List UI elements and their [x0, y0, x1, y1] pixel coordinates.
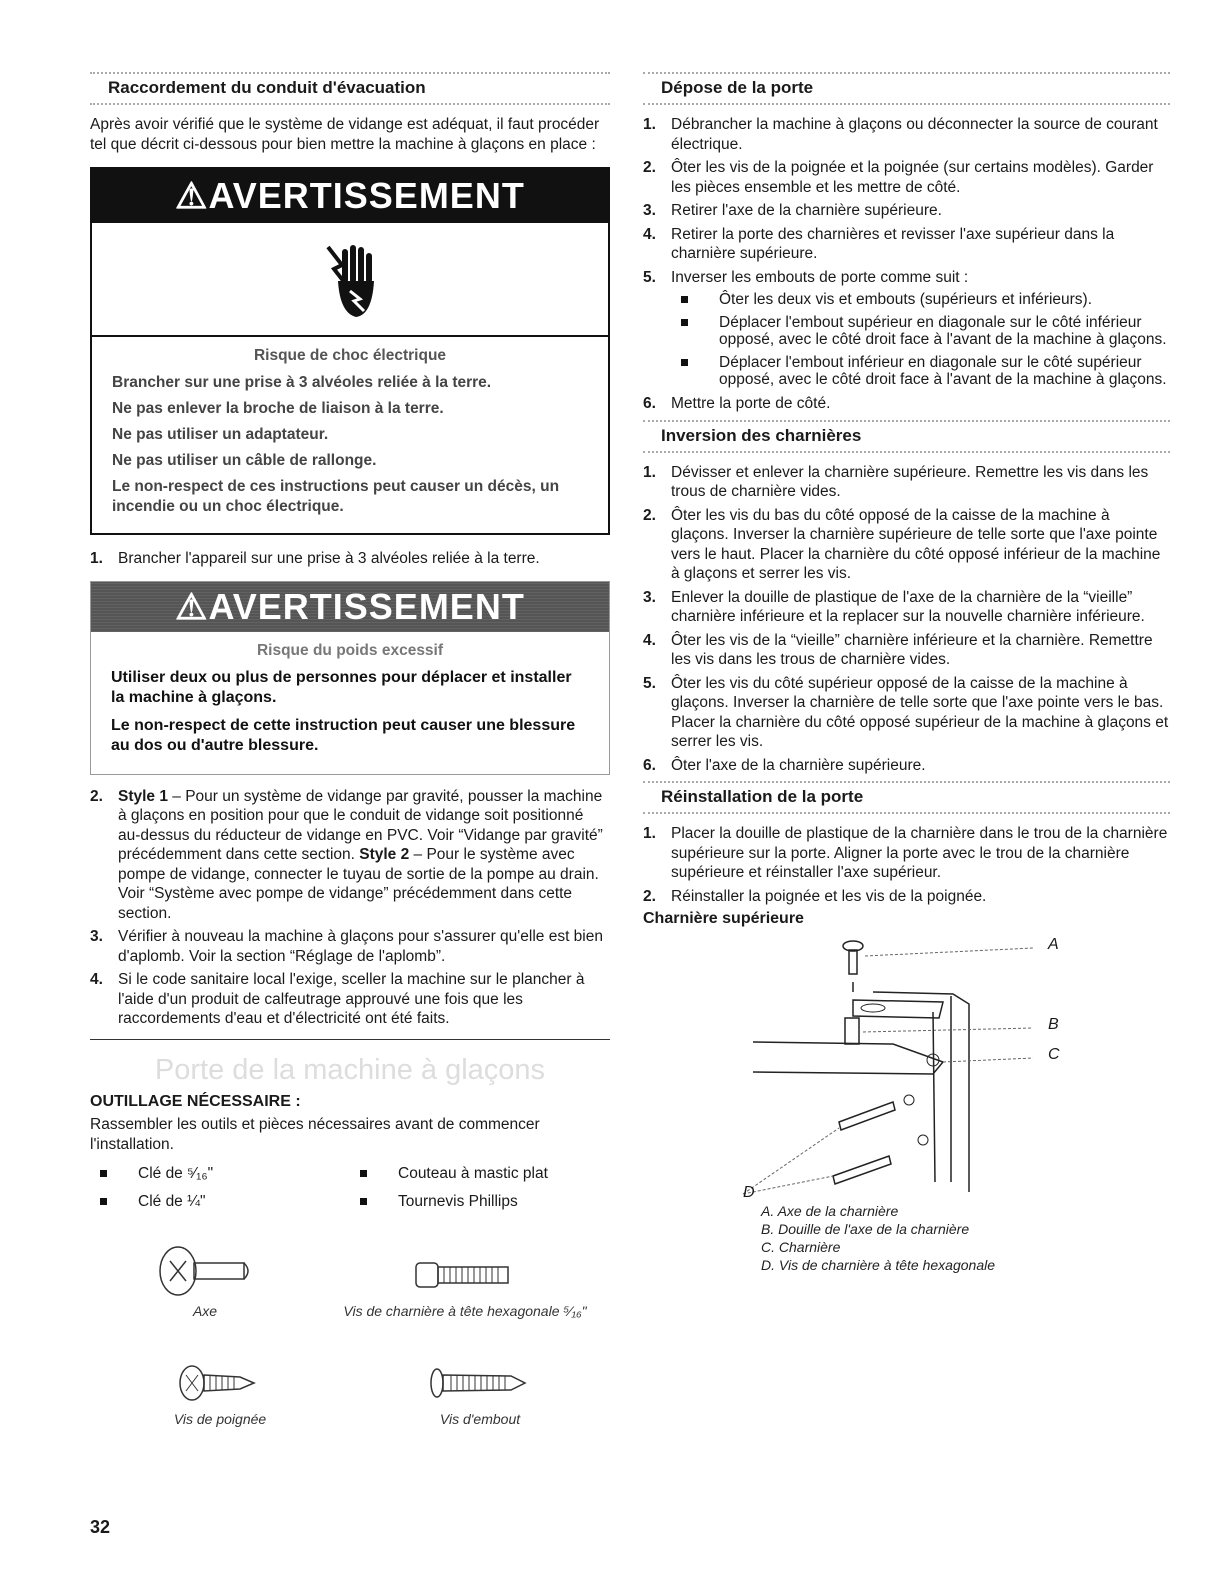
steps-list: [643, 115, 1170, 414]
warning-line: Utiliser deux ou plus de personnes pour déplacer et installer la machine à glaçons.: [111, 668, 572, 706]
parts-illustrations: [90, 1243, 610, 1463]
warning-title: Risque du poids excessif: [256, 641, 444, 659]
steps-list: [90, 787, 610, 1029]
warning-electric-box: [90, 167, 610, 535]
warning-line: Ne pas utiliser un câble de rallonge.: [112, 452, 377, 469]
electric-shock-hand-icon: [320, 241, 380, 321]
list-item: 4. Ôter les vis de la “vieille” charnière inférieure et la charnière. Remettre les vis dans les trous de charnière vides.: [643, 631, 1153, 668]
steps-list: [643, 824, 1170, 906]
part-handle-screw: Vis de poignée: [140, 1363, 300, 1427]
figure-label-a: A: [1048, 936, 1059, 953]
hex-screw-icon: [410, 1255, 520, 1295]
list-item: 6. Mettre la porte de côté.: [643, 395, 831, 412]
list-item: 3. Enlever la douille de plastique de l'axe de la charnière de la “vieille” charnière inférieure et la replacer sur la nouvelle charnière inférieure.: [643, 588, 1145, 625]
list-item: Déplacer l'embout supérieur en diagonale sur le côté inférieur opposé, avec le côté droit face à l'avant de la machine à glaçons.: [671, 314, 1170, 348]
figure-label-b: B: [1048, 1016, 1059, 1033]
section-heading-door-reinstall: Réinstallation de la porte: [643, 781, 1170, 814]
list-item: 5. Ôter les vis du côté supérieur opposé de la caisse de la machine à glaçons. Inverser la charnière de telle sorte que l'axe pointe vers le bas. Placer la charnière du côté opposé supérieur de la machine à glaçons et serrer les vis.: [643, 674, 1169, 750]
left-column: [90, 72, 610, 1463]
list-item: 3. Vérifier à nouveau la machine à glaçons pour s'assurer qu'elle est bien d'aplomb. Voir la section “Réglage de l'aplomb”.: [90, 928, 603, 965]
list-item: Clé de ⁵⁄₁₆": [90, 1165, 350, 1182]
sub-steps-list: [671, 291, 1170, 388]
list-item: 4. Si le code sanitaire local l'exige, sceller la machine sur le plancher à l'aide d'un produit de calfeutrage approuvé une fois que les raccordements d'eau et d'électricité ont été faits.: [90, 971, 585, 1027]
list-item: Déplacer l'embout inférieur en diagonale sur le côté supérieur opposé, avec le côté droit face à l'avant de la machine à glaçons.: [671, 354, 1170, 388]
list-item: 3. Retirer l'axe de la charnière supérieure.: [643, 202, 942, 219]
divider: [90, 1039, 610, 1040]
part-hex-screw: Vis de charnière à tête hexagonale ⁵⁄₁₆": [320, 1255, 610, 1319]
list-item: 1. Dévisser et enlever la charnière supérieure. Remettre les vis dans les trous de charnière vides.: [643, 463, 1149, 500]
page-number: 32: [90, 1517, 111, 1537]
warning-line: Ne pas utiliser un adaptateur.: [112, 426, 329, 443]
warning-line: Brancher sur une prise à 3 alvéoles reliée à la terre.: [112, 374, 492, 391]
hinge-diagram: [643, 932, 1170, 1202]
list-item: 1. Débrancher la machine à glaçons ou déconnecter la source de courant électrique.: [643, 116, 1158, 153]
list-item: 2. Style 1 – Pour un système de vidange par gravité, pousser la machine à glaçons en position pour que le conduit de vidange soit positionné au-dessus du réducteur de vidange en PVC. Voir “Vidange par gravité” précédemment dans cette section. Style 2 – Pour le système avec pompe de vidange, connecter le tuyau de sortie de la pompe au drain. Voir “Système avec pompe de vidange” précédemment dans cette section.: [90, 787, 603, 922]
intro-paragraph: Après avoir vérifié que le système de vidange est adéquat, il faut procéder tel que décrit ci-dessous pour bien mettre la machine à glaçons en place :: [90, 116, 600, 153]
list-item: 6. Ôter l'axe de la charnière supérieure.: [643, 756, 926, 774]
steps-list: [643, 463, 1170, 776]
right-column: [643, 72, 1170, 1274]
figure-title: Charnière supérieure: [643, 910, 804, 927]
section-heading-hinge-reversal: Inversion des charnières: [643, 420, 1170, 453]
figure-label-c: C: [1048, 1046, 1060, 1063]
warning-line: Le non-respect de cette instruction peut causer une blessure au dos ou d'autre blessure.: [111, 716, 576, 754]
hinge-pin-icon: [150, 1243, 260, 1303]
warning-line: Le non-respect de ces instructions peut causer un décès, un incendie ou un choc électrique.: [112, 478, 560, 515]
tools-list: [90, 1165, 610, 1221]
end-screw-icon: [425, 1363, 535, 1403]
warning-banner: ⚠AVERTISSEMENT: [92, 169, 608, 223]
list-item: 5. Inverser les embouts de porte comme suit : Ôter les deux vis et embouts (supérieurs et inférieurs). Déplacer l'embout supérieur en diagonale sur le côté inférieur opposé, avec le côté droit face à l'avant de la machine à glaçons. Déplacer l'embout inférieur en diagonale sur le côté supérieur opposé, avec le côté droit face à l'avant de la machine à glaçons.: [643, 268, 1170, 389]
list-item: Clé de ¼": [90, 1193, 350, 1210]
list-item: 2. Ôter les vis du bas du côté opposé de la caisse de la machine à glaçons. Inverser la charnière supérieure de telle sorte que l'axe pointe vers le haut. Placer la charnière du côté opposé inférieur de la machine à glaçons et serrer les vis.: [643, 506, 1161, 582]
list-item: Tournevis Phillips: [350, 1193, 610, 1210]
warning-title: Risque de choc électrique: [253, 347, 447, 364]
section-heading-door-removal: Dépose de la porte: [643, 72, 1170, 105]
steps-list: [90, 549, 610, 569]
figure-caption: A. Axe de la charnière B. Douille de l'axe de la charnière C. Charnière D. Vis de charnière à tête hexagonale: [761, 1203, 996, 1273]
list-item: Couteau à mastic plat: [350, 1165, 610, 1182]
list-item: Ôter les deux vis et embouts (supérieurs et inférieurs).: [671, 291, 1170, 308]
part-axe: Axe: [140, 1243, 270, 1319]
part-end-screw: Vis d'embout: [390, 1363, 570, 1427]
handle-screw-icon: [170, 1363, 270, 1403]
warning-banner: ⚠AVERTISSEMENT: [91, 582, 609, 632]
list-item: 4. Retirer la porte des charnières et revisser l'axe supérieur dans la charnière supérieure.: [643, 225, 1115, 262]
section-heading-drain: Raccordement du conduit d'évacuation: [90, 72, 610, 105]
door-section-title: Porte de la machine à glaçons: [154, 1053, 546, 1086]
figure-label-d: D: [743, 1184, 755, 1201]
list-item: 2. Ôter les vis de la poignée et la poignée (sur certains modèles). Garder les pièces ensemble et les mettre de côté.: [643, 159, 1154, 196]
hinge-assembly-illustration: [733, 932, 1153, 1202]
warning-line: Ne pas enlever la broche de liaison à la terre.: [112, 400, 444, 417]
tools-heading: OUTILLAGE NÉCESSAIRE :: [90, 1092, 301, 1110]
list-item: 1. Placer la douille de plastique de la charnière dans le trou de la charnière supérieure sur la porte. Aligner la porte avec le trou de la charnière supérieure et réinstaller l'axe supérieur.: [643, 825, 1168, 881]
list-item: 1. Brancher l'appareil sur une prise à 3 alvéoles reliée à la terre.: [90, 550, 540, 567]
list-item: 2. Réinstaller la poignée et les vis de la poignée.: [643, 887, 987, 905]
tools-intro: Rassembler les outils et pièces nécessaires avant de commencer l'installation.: [90, 1115, 540, 1153]
warning-weight-box: [90, 581, 610, 775]
